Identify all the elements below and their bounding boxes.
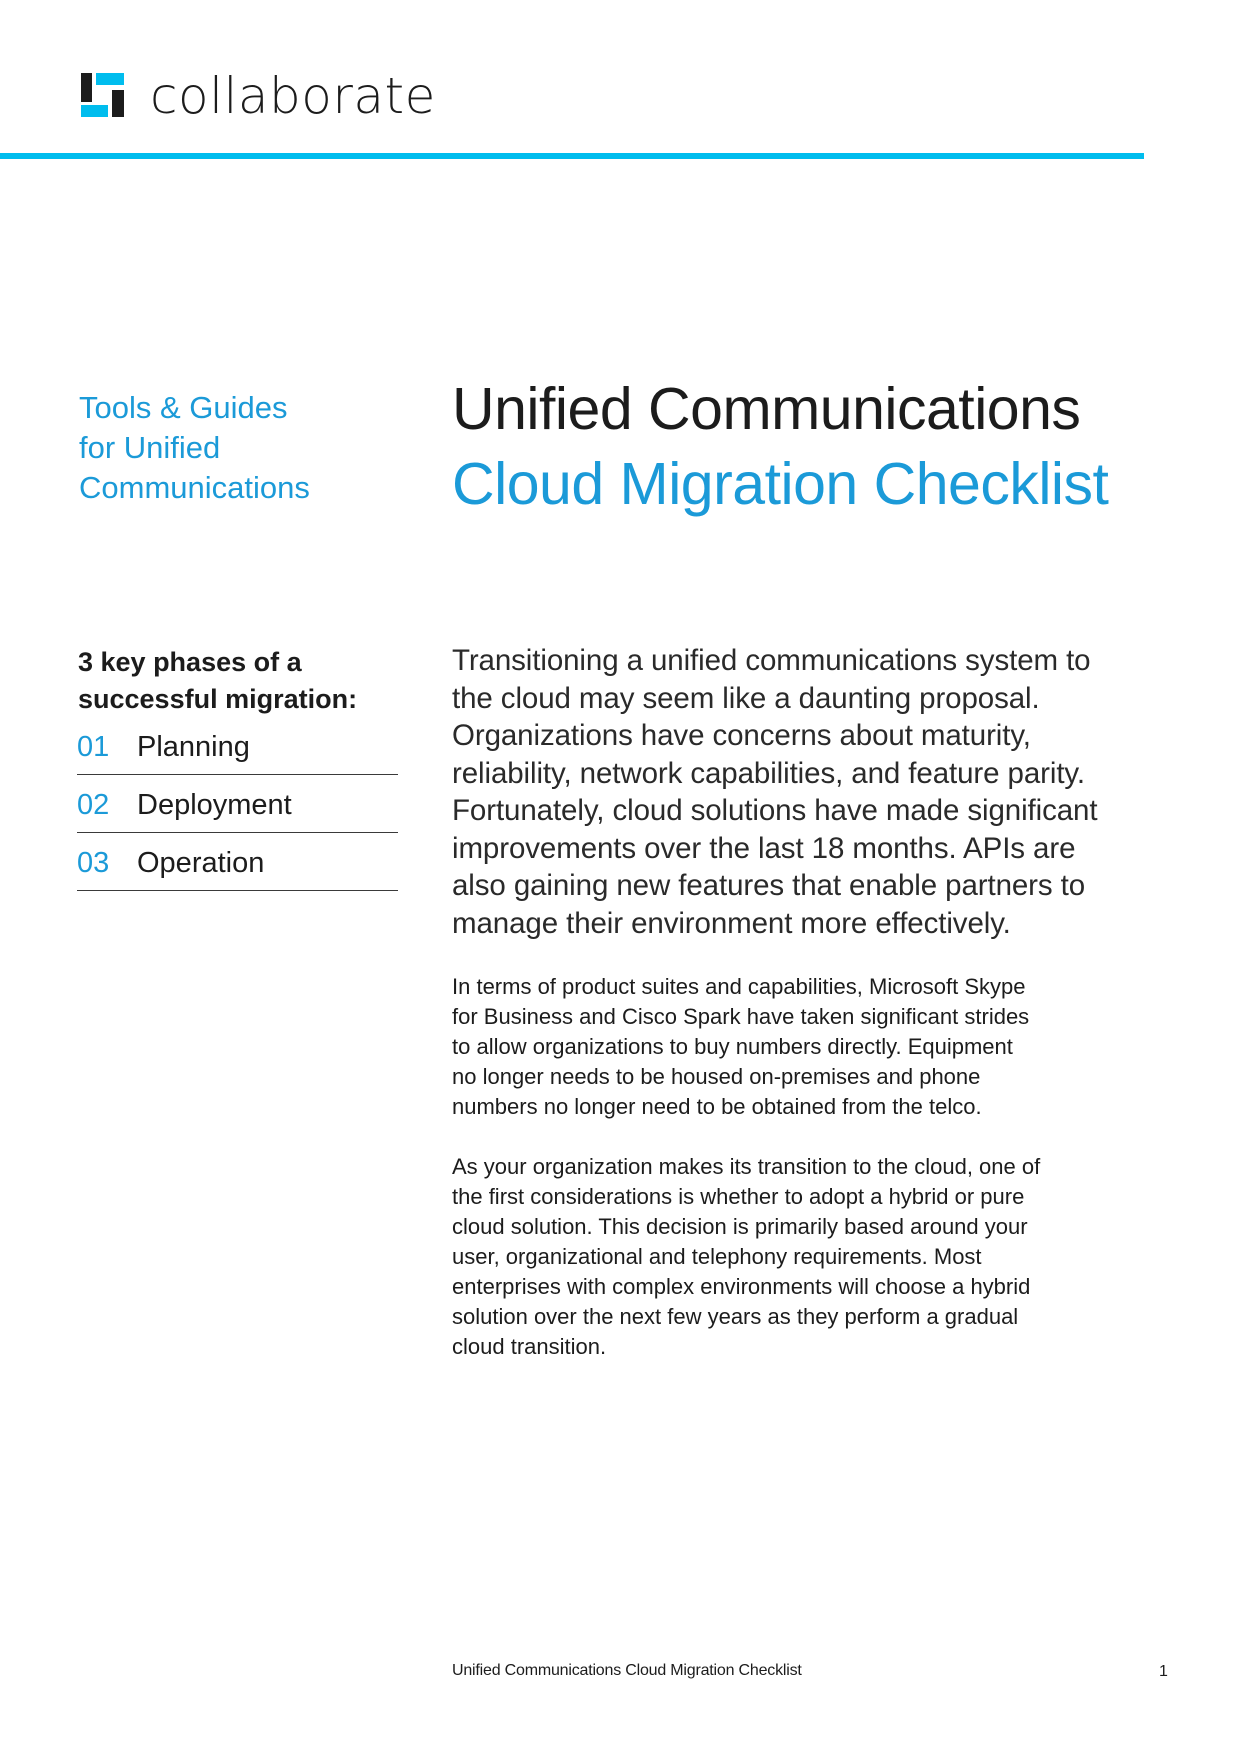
- body-line: enterprises with complex environments will choose a hybrid: [452, 1274, 1031, 1299]
- lead-line: also gaining new features that enable partners to: [452, 869, 1086, 902]
- body-line: In terms of product suites and capabilities, Microsoft Skype: [452, 974, 1026, 999]
- phase-item-operation: [77, 833, 398, 891]
- phase-label: Deployment: [137, 789, 292, 821]
- series-label-line: Communications: [79, 470, 310, 505]
- phase-number: 02: [77, 789, 110, 821]
- body-line: no longer needs to be housed on-premises and phone: [452, 1064, 981, 1089]
- phase-item-planning: [77, 724, 398, 775]
- body-line: solution over the next few years as they perform a gradual: [452, 1304, 1019, 1329]
- phases-heading: [78, 644, 398, 718]
- header-divider: [0, 153, 1144, 159]
- body-line: cloud solution. This decision is primarily based around your: [452, 1214, 1028, 1239]
- page-title: [452, 372, 1212, 522]
- lead-line: manage their environment more effectively.: [452, 906, 1011, 940]
- lead-line: Organizations have concerns about maturity,: [452, 719, 1031, 752]
- logo-bar-top: [96, 73, 124, 85]
- lead-line: reliability, network capabilities, and feature parity.: [452, 756, 1085, 790]
- title-line-secondary: Cloud Migration Checklist: [452, 451, 1109, 517]
- lead-line: Transitioning a unified communications system to: [452, 644, 1091, 677]
- body-line: user, organizational and telephony requirements. Most: [452, 1244, 982, 1269]
- body-line: the first considerations is whether to adopt a hybrid or pure: [452, 1184, 1025, 1209]
- phases-heading-line: successful migration:: [78, 684, 358, 714]
- logo-bar-right: [112, 90, 124, 117]
- body-line: to allow organizations to buy numbers directly. Equipment: [452, 1034, 1013, 1059]
- phases-heading-line: 3 key phases of a: [78, 647, 302, 677]
- body-paragraph-1: [452, 972, 1152, 1122]
- collaborate-logo-icon: [81, 73, 124, 117]
- title-line-primary: Unified Communications: [452, 376, 1081, 442]
- lead-paragraph: [452, 642, 1152, 942]
- body-line: for Business and Cisco Spark have taken significant strides: [452, 1004, 1030, 1029]
- lead-line: the cloud may seem like a daunting proposal.: [452, 681, 1040, 715]
- series-label-line: for Unified: [79, 430, 221, 465]
- body-line: cloud transition.: [452, 1334, 607, 1359]
- logo-bar-bottom: [81, 105, 108, 117]
- phase-number: 03: [77, 847, 110, 879]
- body-line: As your organization makes its transition to the cloud, one of: [452, 1154, 1041, 1179]
- body-line: numbers no longer need to be obtained from the telco.: [452, 1094, 982, 1119]
- main-content: [452, 642, 1152, 1362]
- footer-document-title: Unified Communications Cloud Migration Checklist: [452, 1662, 802, 1679]
- logo-bar-left: [81, 73, 92, 102]
- phase-list: [78, 724, 398, 891]
- series-label: [79, 388, 399, 508]
- phase-number: 01: [77, 731, 110, 763]
- lead-line: improvements over the last 18 months. APIs are: [452, 831, 1076, 865]
- phase-label: Planning: [137, 731, 250, 763]
- phase-item-deployment: [77, 775, 398, 833]
- brand-name: collaborate: [150, 67, 436, 125]
- phases-sidebar: [78, 644, 398, 891]
- lead-line: Fortunately, cloud solutions have made significant: [452, 794, 1098, 827]
- page-number: 1: [1159, 1663, 1168, 1680]
- body-paragraph-2: [452, 1152, 1152, 1362]
- phase-label: Operation: [137, 847, 265, 879]
- series-label-line: Tools & Guides: [79, 390, 288, 425]
